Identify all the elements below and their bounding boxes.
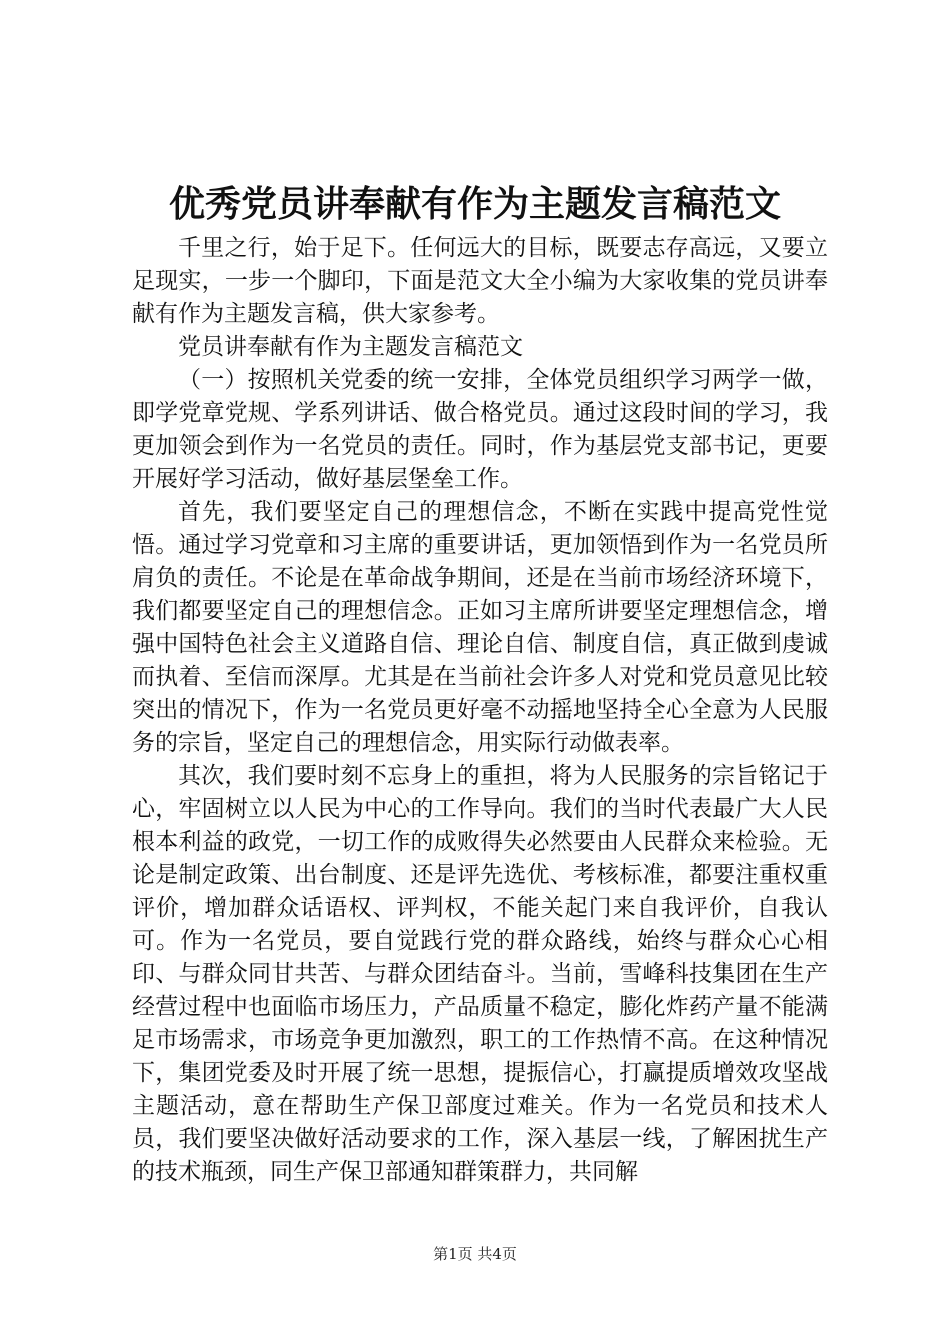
paragraph-intro: 千里之行，始于足下。任何远大的目标，既要志存高远，又要立足现实，一步一个脚印，下面是范文大全小编为大家收集的党员讲奉献有作为主题发言稿，供大家参考。 — [132, 235, 828, 327]
paragraph-1: （一）按照机关党委的统一安排，全体党员组织学习两学一做，即学党章党规、学系列讲话、做合格党员。通过这段时间的学习，我更加领会到作为一名党员的责任。同时，作为基层党支部书记，更要开展好学习活动，做好基层堡垒工作。 — [132, 367, 828, 492]
document-title: 优秀党员讲奉献有作为主题发言稿范文 — [168, 183, 781, 225]
paragraph-subtitle: 党员讲奉献有作为主题发言稿范文 — [178, 334, 523, 360]
document-body — [132, 232, 828, 1189]
paragraph-3: 其次，我们要时刻不忘身上的重担，将为人民服务的宗旨铭记于心，牢固树立以人民为中心的工作导向。我们的当时代表最广大人民根本利益的政党，一切工作的成败得失必然要由人民群众来检验。无论是制定政策、出台制度、还是评先选优、考核标准，都要注重权重评价，增加群众话语权、评判权，不能关起门来自我评价，自我认可。作为一名党员，要自觉践行党的群众路线，始终与群众心心相印、与群众同甘共苦、与群众团结奋斗。当前，雪峰科技集团在生产经营过程中也面临市场压力，产品质量不稳定，膨化炸药产量不能满足市场需求，市场竞争更加激烈，职工的工作热情不高。在这种情况下，集团党委及时开展了统一思想，提振信心，打赢提质增效攻坚战主题活动，意在帮助生产保卫部度过难关。作为一名党员和技术人员，我们要坚决做好活动要求的工作，深入基层一线，了解困扰生产的技术瓶颈，同生产保卫部通知群策群力，共同解 — [132, 763, 828, 1185]
paragraph-2: 首先，我们要坚定自己的理想信念，不断在实践中提高党性觉悟。通过学习党章和习主席的重要讲话，更加领悟到作为一名党员所肩负的责任。不论是在革命战争期间，还是在当前市场经济环境下，我们都要坚定自己的理想信念。正如习主席所讲要坚定理想信念，增强中国特色社会主义道路自信、理论自信、制度自信，真正做到虔诚而执着、至信而深厚。尤其是在当前社会许多人对党和党员意见比较突出的情况下，作为一名党员更好毫不动摇地坚持全心全意为人民服务的宗旨，坚定自己的理想信念，用实际行动做表率。 — [132, 499, 828, 756]
page-footer: 第1页 共4页 — [433, 1245, 517, 1263]
